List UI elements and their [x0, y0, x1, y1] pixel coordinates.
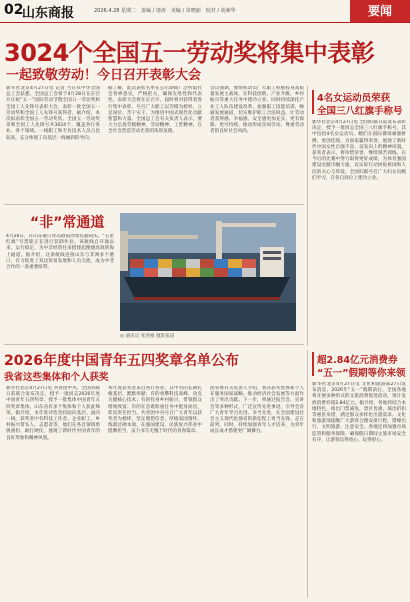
side1-title-line2: 全国三八红旗手称号	[317, 106, 403, 117]
lead-article-col3: 会议强调，要组织动员广大职工积极投身高质量发展主战场，在科技创新、产业升级、乡村振兴等重大任务中建功立业。同时持续深化产业工人队伍建设改革，加强职工技能培训，畅通发展通道，切实维护职工合法权益，让劳动者获得感、幸福感、安全感更加充实、更有保障、更可持续，推动形成崇尚劳动、尊重劳动者的良好社会风尚。	[210, 86, 304, 135]
side1-title-line1: 4名女运动员荣获	[317, 93, 391, 104]
paper-name: 山东商报	[22, 6, 75, 21]
date-editor-line: 2026.4.28 星期二 责编 / 诸涛 美编 / 苗晓丽 校对 / 胡素华	[94, 8, 236, 14]
column-divider	[307, 350, 308, 598]
youth-award-subheadline: 我省这些集体和个人获奖	[4, 372, 109, 383]
ship-illustration	[120, 213, 296, 331]
youth-article-col3: 团省委有关负责人介绍，我省获奖集体和个人在服务国家战略、推动经济社会发展等方面作出了突出贡献。下一步，将通过报告会、宣讲会等多种形式，广泛宣传先进事迹，引导全省广大青年学习先进、争当先进，在全面建设社会主义现代化强省的新征程上勇当先锋、走在前列。同时，持续加强青年人才培养，为青年成长成才搭建更广阔舞台。	[210, 386, 304, 435]
youth-article-col1: 新华社北京4月27日电 共青团中央、全国青联日前联合发布决定，授予一批同志2026年度中国青年五四奖章，授予一批集体中国青年五四奖章集体。山东省有多个集体和个人获此殊荣。据介绍，本年度评选坚持面向基层、面向一线，获奖者中有科技工作者、企业职工、乡村振兴带头人、志愿者等，他们在各自领域勇挑重担、敢打硬仗，展现了新时代中国青年的良好形象和精神风貌。	[6, 386, 100, 441]
youth-article-col2: 本年度获奖者来自各行各业，其中有的长期扎根基层，默默奉献；有的勇攀科技高峰，攻克关键核心技术；有的投身乡村振兴，带领群众增收致富；有的在急难险重任务中挺身而出，彰显责任担当。共青团中央号召广大青年以获奖者为榜样，坚定理想信念，厚植家国情怀，练就过硬本领，在强国建设、民族复兴伟业中挺膺担当，奋力书写无愧于时代的青春篇章。	[108, 386, 202, 435]
page-header	[0, 0, 410, 23]
port-cargo-ship-photo	[120, 213, 296, 331]
page-number: 02	[4, 2, 24, 18]
youth-award-headline: 2026年度中国青年五四奖章名单公布	[4, 353, 239, 369]
side-title-bar	[312, 90, 314, 114]
side2-article-text: 新华社北京4月27日电 文化和旅游部27日发布消息，2026年“五一”假期前后，全国各地将开展多种形式的文旅消费促进活动，预计发放消费券超2.84亿元。据介绍，各地将结合本地特色，推出门票减免、景区优惠、演出折扣等惠民举措，满足群众多样化出游需求。文化和旅游部提醒广大游客合理安排行程，错峰出行，文明旅游，注意安全。各地还将加强市场监管和服务保障，确保假日期间文旅市场安全有序，让游客玩得放心、玩得舒心。	[312, 382, 406, 443]
lead-article-col2: 据了解，此次表彰名单在公示期间广泛听取社会各界意见，严格把关，确保先进性和代表性。表彰大会将在京召开，届时将对获得者进行集中表彰，号召广大职工以劳模为榜样，立足岗位、苦干实干，为推进中国式现代化贡献智慧和力量。全国总工会有关负责人表示，要大力弘扬劳模精神、劳动精神、工匠精神，在全社会营造劳动光荣的浓厚氛围。	[108, 86, 202, 135]
lead-headline: 3024个全国五一劳动奖将集中表彰	[4, 39, 375, 67]
section-divider	[4, 204, 304, 205]
feature-text: 4月26日，在山东港口青岛港前湾集装箱码头，“五星红旗”号货轮正在进行装卸作业。该航线自开通以来，运行稳定，为中非经贸往来搭建起便捷高效的海上通道。据介绍，这条航线连接山东与非洲多个港口，有力促进了双边贸易发展和人员交流，成为中非合作的一条重要纽带。	[6, 234, 114, 271]
side-title-bar	[312, 352, 314, 376]
column-divider	[307, 86, 308, 346]
lead-article-col1: 新华社北京4月27日电 记者 当日从中华全国总工会获悉，全国总工会将于4月28日在京召开庆祝“五一”国际劳动节暨全国五一劳动奖和全国工人先锋号表彰大会，表彰一批全国五一劳动奖和全国工人先锋号获得者。据介绍，本次拟表彰全国五一劳动奖状、全国五一劳动奖章和全国工人先锋号共3024个，覆盖各行各业、各个领域。一线职工和专业技术人员占比较高，充分体现了向基层一线倾斜的导向。	[6, 86, 100, 141]
side1-article-text: 新华社北京4月27日电 全国妇联日前发布表彰决定，授予一批同志全国三八红旗手称号，其中包括4名女运动员。她们在国际赛场顽强拼搏、勇创佳绩，为国家赢得荣誉，展现了新时代中国女性自强不息、奋发向上的精神风貌。获奖者表示，将珍惜荣誉，继续刻苦训练，在今后的比赛中努力取得更好成绩，为体育强国建设贡献巾帼力量，以实际行动回报祖国和人民的关心与厚爱。全国妇联号召广大妇女向她们学习，在各自岗位上建功立业。	[312, 120, 406, 181]
side2-title-line1: 超2.84亿元消费券	[317, 355, 398, 366]
lead-subheadline: 一起致敬劳动！今日召开表彰大会	[6, 68, 202, 83]
feature-title: “非”常通道	[30, 215, 105, 231]
side2-title-line2: “五一”假期等你来领	[317, 368, 406, 379]
section-divider	[4, 344, 304, 345]
section-tag: 要闻	[350, 0, 410, 22]
photo-caption: ◎ 通讯员 张进刚 摄影报道	[120, 334, 175, 339]
